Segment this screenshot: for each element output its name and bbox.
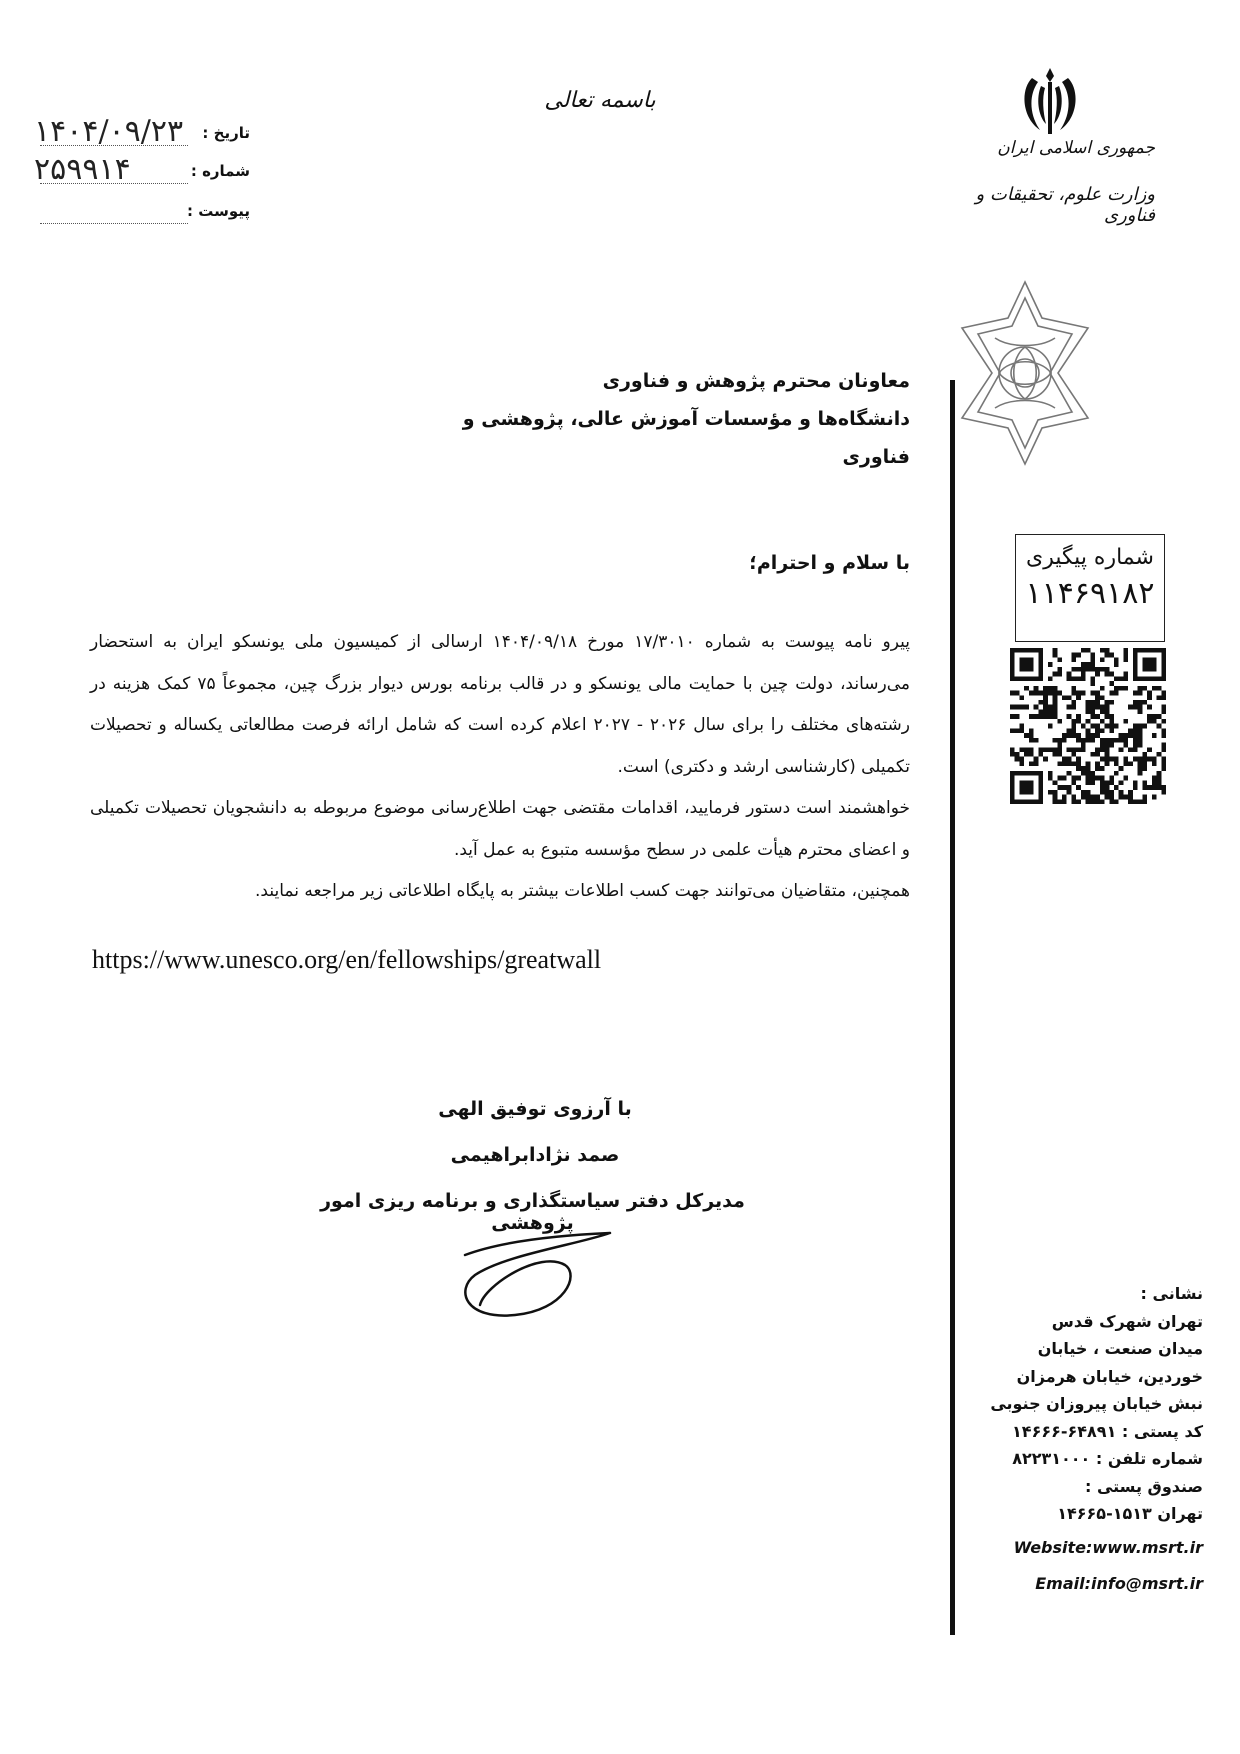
attachment-line (40, 223, 188, 224)
closing: با آرزوی توفیق الهی (438, 1098, 632, 1120)
tracking-label: شماره پیگیری (1026, 545, 1154, 570)
body-paragraph-1: پیرو نامه پیوست به شماره ۱۷/۳۰۱۰ مورخ ۱۴۰۴/۰۹/۱۸ ارسالی از کمیسیون ملی یونسکو ایران به استحضار می‌رساند، دولت چین با حمایت مالی یونسکو و در قالب برنامه بورس دیوار بزرگ چین، مجموعاً ۷۵ کمک هزینه در رشته‌های مختلف را برای سال ۲۰۲۶ - ۲۰۲۷ اعلام کرده است که شامل ارائه فرصت مطالعاتی یکساله و تحصیلات تکمیلی (کارشناسی ارشد و دکتری) است. (90, 632, 910, 777)
iran-emblem-icon (1010, 60, 1090, 140)
addressee-line-2: دانشگاه‌ها و مؤسسات آموزش عالی، پژوهشی و فناوری (462, 408, 910, 468)
website[interactable]: Website:www.msrt.ir (1013, 1538, 1203, 1557)
date-label: تاریخ : (202, 124, 250, 142)
qr-code-icon (1010, 648, 1166, 804)
address-line: خوردین، خیابان هرمزان (1016, 1366, 1203, 1386)
bismillah: باسمه تعالی (544, 88, 656, 113)
date-row (30, 114, 250, 154)
date-value: ۱۴۰۴/۰۹/۲۳ (34, 114, 184, 149)
signature-icon (445, 1215, 625, 1335)
tracking-box (1015, 534, 1165, 642)
republic-label: جمهوری اسلامی ایران (997, 138, 1155, 158)
letter-body (90, 622, 910, 913)
number-value: ۲۵۹۹۱۴ (34, 152, 131, 187)
tracking-number: ۱۱۴۶۹۱۸۲ (1025, 576, 1155, 611)
body-paragraph-2: خواهشمند است دستور فرمایید، اقدامات مقتضی جهت اطلاع‌رسانی موضوع مربوطه به دانشجویان تحصیلات تکمیلی و اعضای محترم هیأت علمی در سطح مؤسسه متبوع به عمل آید. (90, 798, 910, 860)
greeting: با سلام و احترام؛ (749, 552, 910, 574)
email[interactable]: Email:info@msrt.ir (1035, 1574, 1203, 1593)
address-line: کد پستی : ۶۴۸۹۱-۱۴۶۶۶ (1012, 1421, 1203, 1441)
addressee-line-1: معاونان محترم پژوهش و فناوری (602, 370, 910, 392)
address-line: تهران شهرک قدس (1051, 1311, 1203, 1331)
ornament-icon (950, 278, 1100, 468)
address-line: صندوق پستی : (1084, 1476, 1203, 1496)
address-line: شماره تلفن : ۸۲۲۳۱۰۰۰ (1012, 1449, 1203, 1468)
number-label: شماره : (190, 162, 250, 180)
address-line: نبش خیابان پیروزان جنوبی (990, 1394, 1203, 1413)
address-block (985, 1280, 1203, 1528)
number-row (30, 152, 250, 192)
ministry-label: وزارت علوم، تحقیقات و فناوری (975, 184, 1155, 226)
attachment-row (30, 196, 250, 232)
address-line: تهران ۱۵۱۳-۱۴۶۶۵ (1057, 1504, 1203, 1523)
address-line: نشانی : (1140, 1284, 1203, 1303)
fellowship-url[interactable]: https://www.unesco.org/en/fellowships/greatwall (92, 945, 602, 974)
signer-title: مدیرکل دفتر سیاستگذاری و برنامه ریزی امور پژوهشی (320, 1190, 745, 1234)
body-paragraph-3: همچنین، متقاضیان می‌توانند جهت کسب اطلاعات بیشتر به پایگاه اطلاعاتی زیر مراجعه نمایند. (255, 881, 910, 901)
addressee (430, 362, 910, 476)
signer-name: صمد نژادابراهیمی (450, 1144, 620, 1166)
attachment-label: پیوست : (186, 202, 250, 220)
margin-rule (950, 380, 955, 1635)
address-line: میدان صنعت ، خیابان (1037, 1339, 1203, 1358)
